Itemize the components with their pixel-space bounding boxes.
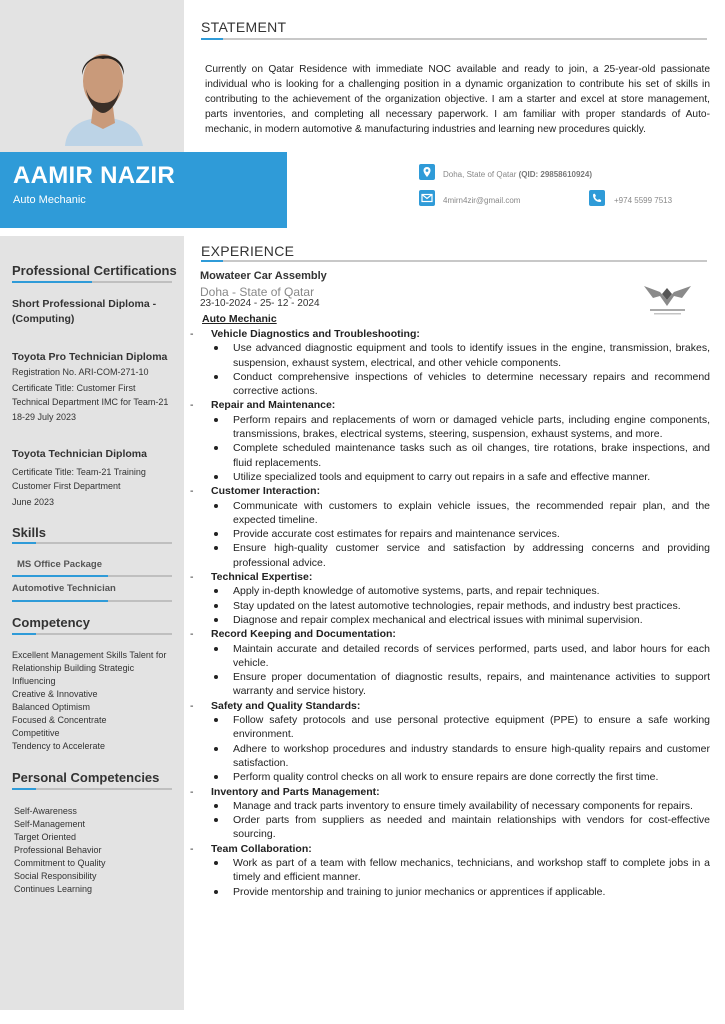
sidebar-divider <box>0 228 184 236</box>
duty-item-text: Work as part of a team with fellow mechanics, technicians, and workshop staff to complete jobs in a timely and efficient manner. <box>233 856 710 884</box>
competency-item: Focused & Concentrate <box>12 715 107 725</box>
experience-heading: EXPERIENCE <box>201 243 295 259</box>
duty-item <box>190 885 710 899</box>
duty-category <box>190 570 710 584</box>
duty-item <box>190 613 710 627</box>
contact-phone[interactable]: +974 5599 7513 <box>614 196 673 205</box>
duty-item-text: Ensure high-quality customer service and satisfaction by addressing concerns and providing professional advice. <box>233 542 710 569</box>
bullet-icon <box>214 747 218 751</box>
statement-text: Currently on Qatar Residence with immediate NOC available and ready to join, a 25-year-old passionate individual who is looking for a challenging position in a dynamic organization to contribute his set of skills in contributing to the achievement of the organization objective. I am a starter and excel at store management, parts inventories, and completing all necessary paperwork. I am familiar with proper standards of Auto-mechanic, in modern automotive & manufacturing industries and learning new procedures quickly. <box>205 64 710 135</box>
dash-marker: - <box>190 628 194 641</box>
dash-marker: - <box>190 785 194 798</box>
competency-item: Competitive <box>12 728 60 738</box>
personal-competencies-heading: Personal Competencies <box>12 770 160 785</box>
certification-detail: Registration No. ARI-COM-271-10 <box>12 367 149 377</box>
company-logo <box>640 278 695 318</box>
duty-item <box>190 413 710 442</box>
competency-rule <box>12 633 172 635</box>
bullet-icon <box>214 804 218 808</box>
certification-detail: Technical Department IMC for Team-21 <box>12 397 169 407</box>
bullet-icon <box>214 675 218 679</box>
bullet-icon <box>214 532 218 536</box>
duty-category-title: Repair and Maintenance: <box>211 399 336 412</box>
personal-competency-item: Professional Behavior <box>14 845 102 855</box>
duty-item-text: Adhere to workshop procedures and industry standards to ensure high-quality repairs and customer satisfaction. <box>233 742 710 769</box>
duty-category <box>190 785 710 799</box>
duty-item-text: Manage and track parts inventory to ensure timely availability of necessary components for repairs. <box>233 799 693 812</box>
duty-item <box>190 813 710 842</box>
experience-role: Auto Mechanic <box>202 313 277 325</box>
bullet-icon <box>214 890 218 894</box>
certification-title: Toyota Technician Diploma <box>12 448 147 460</box>
personal-competencies-rule <box>12 788 172 790</box>
duty-category-title: Team Collaboration: <box>211 842 312 855</box>
experience-dates: 23-10-2024 - 25- 12 - 2024 <box>200 298 320 309</box>
duty-item-text: Provide mentorship and training to junior mechanics or apprentices if applicable. <box>233 885 606 898</box>
duty-category-title: Vehicle Diagnostics and Troubleshooting: <box>211 328 420 340</box>
duty-item-text: Communicate with customers to explain vehicle issues, the recommended repair plan, and the expected timeline. <box>233 499 710 526</box>
duty-category-title: Customer Interaction: <box>211 485 321 498</box>
duty-item <box>190 499 710 528</box>
experience-rule <box>201 260 707 262</box>
skill-level-bar <box>12 575 172 577</box>
duty-item <box>190 541 710 570</box>
contact-location <box>443 170 592 179</box>
dash-marker: - <box>190 571 194 584</box>
personal-competency-item: Self-Awareness <box>14 806 77 816</box>
certification-detail: Certificate Title: Team-21 Training <box>12 467 146 477</box>
certification-title: Short Professional Diploma - (Computing) <box>12 298 157 325</box>
duty-item <box>190 770 710 784</box>
duty-category-title: Inventory and Parts Management: <box>211 785 380 798</box>
duty-item-text: Follow safety protocols and use personal protective equipment (PPE) to ensure a safe working environment. <box>233 714 710 741</box>
duty-item-text: Perform quality control checks on all work to ensure repairs are done correctly the first time. <box>233 771 659 784</box>
duty-item-text: Use advanced diagnostic equipment and tools to identify issues in the engine, transmission, brakes, suspension, exhaust system, electrical, and other vehicle components. <box>233 342 710 369</box>
duty-item <box>190 742 710 771</box>
statement-rule <box>201 38 707 40</box>
personal-competency-item: Self-Management <box>14 819 86 829</box>
duty-category-title: Safety and Quality Standards: <box>211 699 361 712</box>
skill-item: Automotive Technician <box>12 583 116 594</box>
duty-item <box>190 670 710 699</box>
bullet-icon <box>214 418 218 422</box>
bullet-icon <box>214 346 218 350</box>
duty-item-text: Stay updated on the latest automotive technologies, repair methods, and industry best practices. <box>233 599 681 612</box>
bullet-icon <box>214 375 218 379</box>
duty-item <box>190 599 710 613</box>
duty-item-text: Conduct comprehensive inspections of vehicles to determine necessary repairs and recommend corrective actions. <box>233 370 710 398</box>
duty-category <box>190 699 710 713</box>
duty-category <box>190 398 710 412</box>
location-pin-icon <box>419 164 435 180</box>
certification-detail: Certificate Title: Customer First <box>12 383 136 393</box>
competency-item: Balanced Optimism <box>12 702 91 712</box>
personal-competency-item: Social Responsibility <box>14 871 97 881</box>
experience-company: Mowateer Car Assembly <box>200 270 327 282</box>
duty-item-text: Apply in-depth knowledge of automotive systems, parts, and repair techniques. <box>233 585 600 598</box>
contact-qid: (QID: 29858610924) <box>518 170 592 179</box>
contact-email[interactable]: 4mirn4zir@gmail.com <box>443 196 521 205</box>
duty-item-text: Maintain accurate and detailed records of services performed, parts used, and labor hours for each vehicle. <box>233 642 710 669</box>
competency-item: Tendency to Accelerate <box>12 741 106 751</box>
duty-item-text: Utilize specialized tools and equipment to carry out repairs in a safe and effective manner. <box>233 470 651 483</box>
bullet-icon <box>214 504 218 508</box>
personal-competency-item: Target Oriented <box>14 832 77 842</box>
personal-competency-item: Commitment to Quality <box>14 858 106 868</box>
bullet-icon <box>214 604 218 608</box>
dash-marker: - <box>190 842 194 855</box>
statement-heading: STATEMENT <box>201 19 287 35</box>
candidate-name: AAMIR NAZIR <box>13 162 175 189</box>
duty-category-title: Technical Expertise: <box>211 571 313 584</box>
duty-item-text: Perform repairs and replacements of worn or damaged vehicle parts, including engine components, transmissions, brakes, electrical systems, steering, suspension, exhaust systems, and more. <box>233 413 710 441</box>
skills-rule <box>12 542 172 544</box>
bullet-icon <box>214 475 218 479</box>
experience-duties <box>190 327 710 899</box>
name-banner <box>0 152 287 228</box>
duty-item <box>190 470 710 484</box>
duty-category <box>190 627 710 641</box>
contact-location-text: Doha, State of Qatar <box>443 170 517 179</box>
skills-heading: Skills <box>12 525 46 540</box>
duty-item-text: Ensure proper documentation of diagnostic results, repairs, and maintenance activities to support warranty and service history. <box>233 671 710 698</box>
email-icon <box>419 190 435 206</box>
duty-category <box>190 842 710 856</box>
bullet-icon <box>214 618 218 622</box>
duty-item <box>190 713 710 742</box>
certifications-rule <box>12 281 172 283</box>
bullet-icon <box>214 546 218 550</box>
certification-title: Toyota Pro Technician Diploma <box>12 351 168 363</box>
skill-level-bar <box>12 600 172 602</box>
bullet-icon <box>214 718 218 722</box>
competency-item: Excellent Management Skills Talent for <box>12 650 167 660</box>
personal-competency-item: Continues Learning <box>14 884 93 894</box>
duty-item <box>190 441 710 470</box>
duty-item <box>190 799 710 813</box>
bullet-icon <box>214 446 218 450</box>
duty-item-text: Complete scheduled maintenance tasks such as oil changes, tire rotations, brake inspections, and fluid replacements. <box>233 442 710 469</box>
certifications-heading: Professional Certifications <box>12 263 177 278</box>
dash-marker: - <box>190 485 194 498</box>
dash-marker: - <box>190 699 194 712</box>
duty-item-text: Order parts from suppliers as needed and maintain relationships with vendors for cost-effective sourcing. <box>233 814 710 841</box>
phone-icon <box>589 190 605 206</box>
profile-photo <box>55 33 152 146</box>
duty-category-title: Record Keeping and Documentation: <box>211 628 396 641</box>
bullet-icon <box>214 647 218 651</box>
certification-detail: 18-29 July 2023 <box>12 412 77 422</box>
duty-item <box>190 341 710 370</box>
duty-item-text: Diagnose and repair complex mechanical and electrical issues with minimal supervision. <box>233 613 643 626</box>
bullet-icon <box>214 775 218 779</box>
dash-marker: - <box>190 328 194 340</box>
certification-detail: Customer First Department <box>12 481 121 491</box>
bullet-icon <box>214 818 218 822</box>
duty-category <box>190 327 710 341</box>
experience-location: Doha - State of Qatar <box>200 285 315 299</box>
competency-item: Influencing <box>12 676 56 686</box>
candidate-job-title: Auto Mechanic <box>13 194 86 206</box>
competency-heading: Competency <box>12 615 91 630</box>
certification-detail: June 2023 <box>12 497 55 507</box>
duty-item <box>190 370 710 399</box>
duty-item <box>190 856 710 885</box>
duty-item <box>190 527 710 541</box>
duty-item <box>190 642 710 671</box>
bullet-icon <box>214 589 218 593</box>
competency-item: Creative & Innovative <box>12 689 98 699</box>
skill-item: MS Office Package <box>17 559 103 570</box>
dash-marker: - <box>190 399 194 412</box>
duty-item <box>190 584 710 598</box>
duty-item-text: Provide accurate cost estimates for repairs and maintenance services. <box>233 528 560 541</box>
duty-category <box>190 484 710 498</box>
competency-item: Relationship Building Strategic <box>12 663 135 673</box>
bullet-icon <box>214 861 218 865</box>
